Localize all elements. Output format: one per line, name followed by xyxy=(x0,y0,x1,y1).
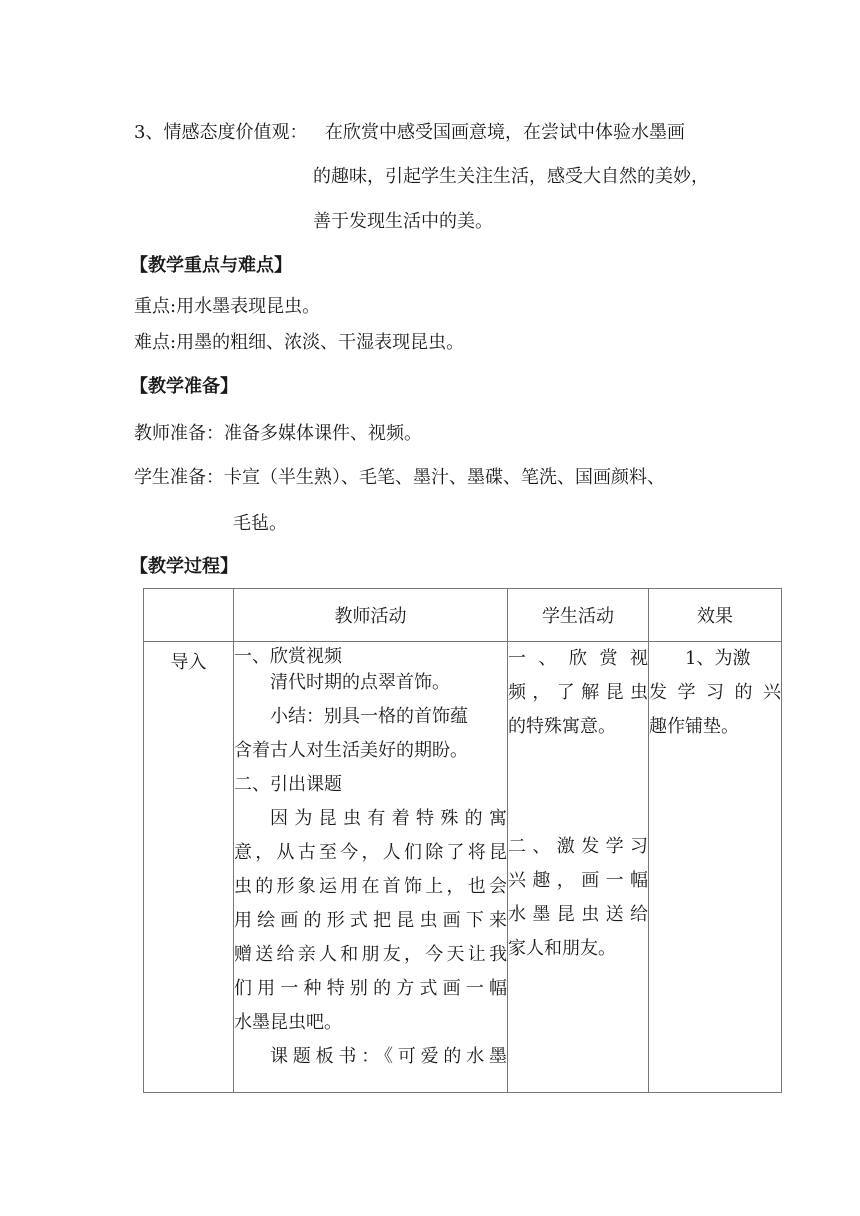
student-line: 二、激发学习 xyxy=(508,836,648,857)
table-row xyxy=(144,642,782,1093)
focus-difficulty: 难点:用墨的粗细、浓淡、干湿表现昆虫。 xyxy=(134,332,465,353)
teacher-activity-cell xyxy=(234,642,508,1093)
teacher-line: 小结：别具一格的首饰蕴 xyxy=(270,706,468,727)
effect-cell xyxy=(649,642,782,1093)
stage-cell xyxy=(144,642,234,1093)
teacher-line: 虫的形象运用在首饰上，也会 xyxy=(234,876,507,897)
student-activity-cell xyxy=(508,642,649,1093)
teacher-line: 清代时期的点翠首饰。 xyxy=(270,672,450,693)
prep-teacher: 教师准备：准备多媒体课件、视频。 xyxy=(134,423,422,444)
prep-heading: 【教学准备】 xyxy=(130,376,238,397)
student-line: 水墨昆虫送给 xyxy=(508,904,648,925)
effect-line: 发学习的兴 xyxy=(649,682,781,703)
stage-label: 导入 xyxy=(170,652,207,673)
effect-line: 1、为激 xyxy=(685,648,751,669)
header-cell-effect: 效果 xyxy=(649,589,782,642)
teacher-line: 课题板书：《可爱的水墨 xyxy=(270,1046,507,1067)
teacher-line: 们用一种特别的方式画一幅 xyxy=(234,978,507,999)
student-line: 家人和朋友。 xyxy=(508,938,616,959)
header-cell-stage xyxy=(144,589,234,642)
student-line: 一、欣赏视 xyxy=(508,648,648,669)
objective-line-2: 的趣味，引起学生关注生活，感受大自然的美妙， xyxy=(313,166,709,187)
header-cell-student: 学生活动 xyxy=(508,589,649,642)
student-line: 的特殊寓意。 xyxy=(508,716,616,737)
teacher-line: 含着古人对生活美好的期盼。 xyxy=(234,740,468,761)
prep-student-line-2: 毛毡。 xyxy=(233,513,287,534)
objective-line-1: 在欣赏中感受国画意境，在尝试中体验水墨画 xyxy=(325,122,685,143)
effect-line: 趣作铺垫。 xyxy=(649,716,739,737)
student-line: 兴趣，画一幅 xyxy=(508,870,648,891)
prep-student-line-1: 学生准备：卡宣（半生熟）、毛笔、墨汁、墨碟、笔洗、国画颜料、 xyxy=(134,467,665,488)
process-table xyxy=(143,588,782,1093)
objective-label: 3、情感态度价值观： xyxy=(134,122,308,143)
focus-heading: 【教学重点与难点】 xyxy=(130,255,292,276)
teacher-line: 水墨昆虫吧。 xyxy=(234,1012,342,1033)
process-heading: 【教学过程】 xyxy=(130,556,238,577)
teacher-line: 意，从古至今，人们除了将昆 xyxy=(234,842,507,863)
teacher-line: 用绘画的形式把昆虫画下来 xyxy=(234,910,507,931)
focus-key: 重点:用水墨表现昆虫。 xyxy=(134,296,321,317)
teacher-line: 一、欣赏视频 xyxy=(234,646,342,667)
teacher-line: 二、引出课题 xyxy=(234,774,342,795)
table-header-row xyxy=(144,589,782,642)
header-cell-teacher: 教师活动 xyxy=(234,589,508,642)
student-line: 频，了解昆虫 xyxy=(508,682,648,703)
teacher-line: 赠送给亲人和朋友，今天让我 xyxy=(234,944,507,965)
teacher-line: 因为昆虫有着特殊的寓 xyxy=(270,808,507,829)
objective-line-3: 善于发现生活中的美。 xyxy=(313,211,493,232)
